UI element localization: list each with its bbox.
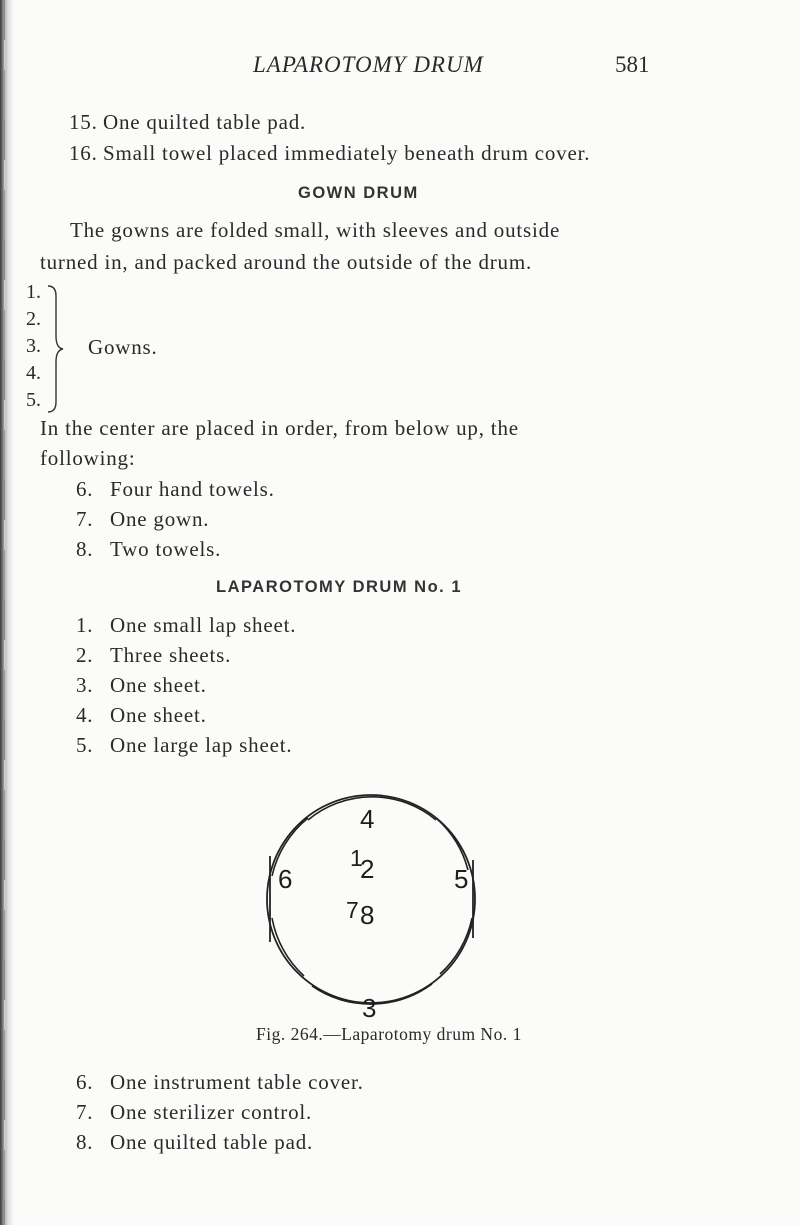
list-item-number: 15. [69, 110, 98, 134]
section-heading-gown-drum: GOWN DRUM [298, 184, 419, 202]
list-item [76, 613, 296, 638]
list-item-text: One sheet. [110, 673, 207, 697]
list-item [76, 673, 207, 698]
list-item-text: One sheet. [110, 703, 207, 727]
figure-label-center-2: 2 [360, 854, 375, 884]
bracket-list-number: 5. [26, 389, 41, 411]
list-item [76, 507, 209, 532]
list-item [76, 643, 231, 668]
sheet-arc-lower-left [272, 918, 304, 976]
list-item-text: Three sheets. [110, 643, 232, 667]
sheet-arc-upper-right [436, 818, 468, 870]
page-number: 581 [615, 52, 650, 77]
bracket-list-number: 2. [26, 308, 41, 330]
list-item [69, 141, 590, 166]
figure-caption: Fig. 264.—Laparotomy drum No. 1 [256, 1024, 522, 1044]
list-item-number: 6. [76, 477, 94, 501]
bracket-label: Gowns. [88, 335, 158, 359]
paragraph-line: following: [40, 446, 136, 470]
list-item [76, 703, 207, 728]
bracket-list-number: 1. [26, 281, 41, 303]
figure-label-center-7: 7 [346, 897, 359, 923]
list-item-number: 7. [76, 1100, 94, 1124]
list-item-number: 4. [76, 703, 94, 727]
list-item-text: One large lap sheet. [110, 733, 293, 757]
list-item-text: One sterilizer control. [110, 1100, 313, 1124]
list-item-number: 6. [76, 1070, 94, 1094]
list-item-text: One quilted table pad. [110, 1130, 314, 1154]
list-item-number: 8. [76, 1130, 94, 1154]
figure-label-bottom: 3 [362, 993, 377, 1023]
list-item-number: 3. [76, 673, 94, 697]
figure-label-center-8: 8 [360, 900, 375, 930]
figure-label-left: 6 [278, 864, 293, 894]
list-item [76, 477, 275, 502]
list-item [69, 110, 306, 135]
bracket-list-number: 4. [26, 362, 41, 384]
figure-label-top: 4 [360, 804, 375, 834]
list-item-text: Four hand towels. [110, 477, 275, 501]
paragraph-line: In the center are placed in order, from below up, the [40, 416, 519, 440]
figure-label-right: 5 [454, 864, 469, 894]
figure-label-center-1: 1 [350, 845, 363, 871]
paragraph-line: turned in, and packed around the outside of the drum. [40, 250, 533, 274]
list-item-number: 1. [76, 613, 94, 637]
paragraph-line: The gowns are folded small, with sleeves and outside [70, 218, 561, 242]
sheet-arc-lower-right [440, 918, 472, 974]
running-title: LAPAROTOMY DRUM [253, 52, 484, 77]
list-item [76, 537, 221, 562]
list-item [76, 733, 292, 758]
list-item [76, 1130, 313, 1155]
list-item-number: 16. [69, 141, 98, 165]
page-binding-edge [0, 0, 14, 1225]
list-item-text: Small towel placed immediately beneath drum cover. [103, 141, 591, 165]
list-item-number: 7. [76, 507, 94, 531]
list-item-text: One instrument table cover. [110, 1070, 364, 1094]
laparotomy-drum-diagram [264, 778, 484, 1030]
list-item-text: Two towels. [110, 537, 222, 561]
list-item [76, 1100, 312, 1125]
list-item-number: 2. [76, 643, 94, 667]
list-item-text: One small lap sheet. [110, 613, 297, 637]
list-item-number: 5. [76, 733, 94, 757]
bracket-list-number: 3. [26, 335, 41, 357]
list-item-number: 8. [76, 537, 94, 561]
right-brace-icon [44, 284, 70, 414]
list-item-text: One gown. [110, 507, 210, 531]
list-item-text: One quilted table pad. [103, 110, 307, 134]
section-heading-laparotomy-drum: LAPAROTOMY DRUM No. 1 [216, 578, 463, 596]
list-item [76, 1070, 364, 1095]
